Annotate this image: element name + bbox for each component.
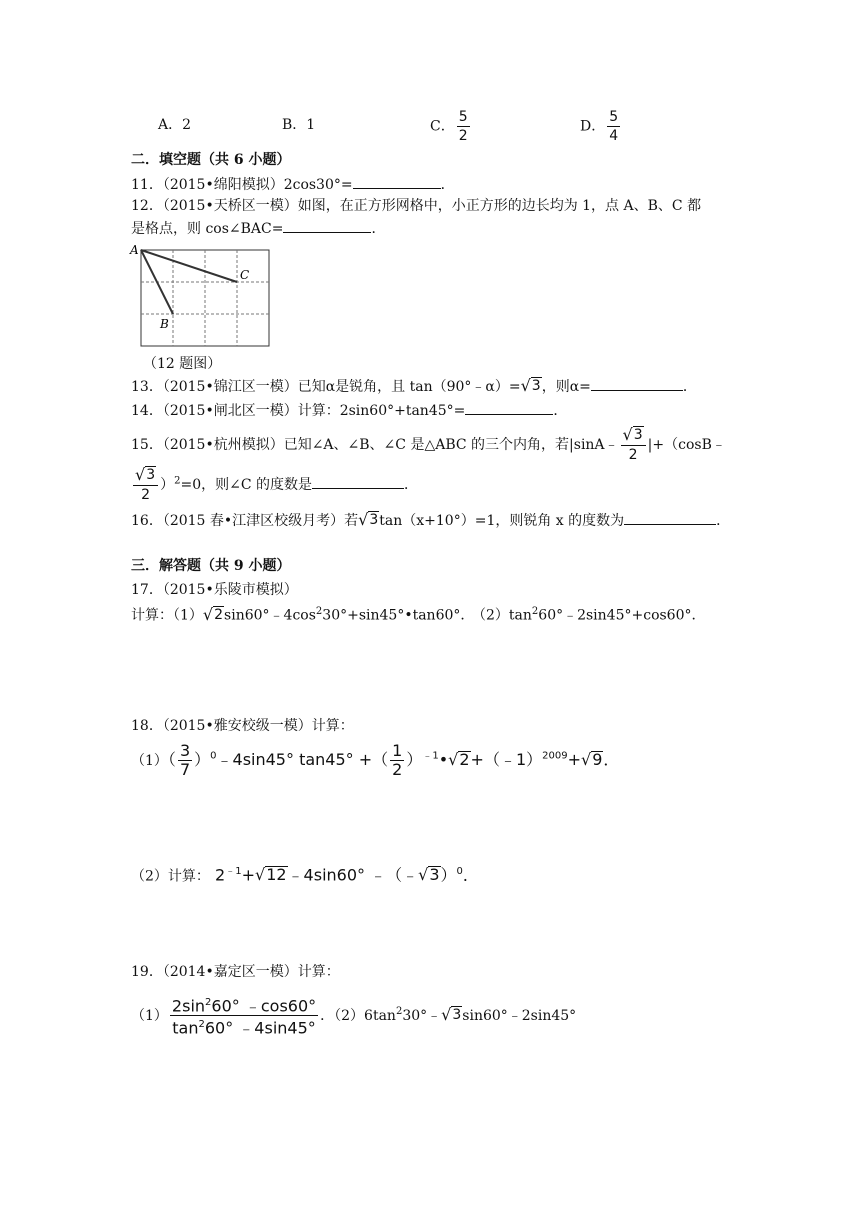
point-a-label: A [130, 243, 139, 257]
answer-blank [624, 510, 716, 525]
q18-p2-label: （2）计算： [131, 868, 210, 885]
figure-caption: （12 题图） [143, 356, 222, 372]
radicand: 2 [459, 750, 470, 769]
section-3-title: 三．解答题（共 9 小题） [131, 558, 291, 574]
q18-end: ． [603, 750, 620, 769]
exponent: ﹣1 [422, 750, 439, 762]
grid-figure [128, 242, 278, 354]
num-a: 2sin [171, 996, 206, 1016]
q14-end: ． [553, 403, 568, 419]
q18-plus: +（﹣1） [470, 750, 543, 769]
choice-c-fraction [457, 108, 470, 145]
q13-text: 13．（2015•锦江区一模）已知α是锐角，且 tan（90°﹣α）= [131, 379, 521, 395]
exponent: 0 [456, 866, 463, 877]
q18-plus2: + [567, 750, 581, 769]
num-b: 60° ﹣cos60° [211, 996, 317, 1016]
q15-post: =0，则∠C 的度数是 [180, 477, 313, 493]
question-11 [131, 174, 455, 195]
choice-c [430, 108, 472, 145]
question-17-head: 17．（2015•乐陵市模拟） [131, 582, 298, 598]
question-14 [131, 400, 567, 421]
exponent: 2 [198, 1019, 205, 1031]
q17-p1-b: 30°+sin45°•tan60°． [322, 607, 475, 624]
q18-p2-mid: ﹣4sin60° ﹣（﹣ [287, 865, 419, 885]
den-b: 60° ﹣4sin45° [204, 1018, 316, 1038]
radicand: 2 [214, 606, 224, 623]
point-b-label: B [160, 317, 169, 331]
frac-num: 5 [609, 109, 619, 125]
radicand: 3 [369, 512, 379, 528]
radicand: 3 [146, 467, 156, 483]
choice-d-fraction [607, 108, 620, 145]
choice-a: A．2 [158, 117, 192, 133]
question-18-head: 18．（2015•雅安校级一模）计算： [131, 718, 354, 734]
q18-p1-label: （1） [131, 753, 168, 769]
plus: + [241, 865, 255, 885]
q19-p1-label: （1） [131, 1007, 168, 1024]
close-paren: ） [440, 865, 457, 885]
exponent: 2009 [542, 750, 568, 762]
sqrt-3: √ 3 [418, 865, 440, 885]
q17-p2-a: （2）tan [472, 607, 532, 624]
q12-end: ． [371, 221, 386, 237]
question-13 [131, 376, 697, 397]
choice-d-label: D． [580, 118, 606, 135]
choice-b: B．1 [282, 117, 316, 133]
exponent: 2 [174, 475, 181, 487]
q17-p1-a: sin60°﹣4cos [224, 607, 316, 624]
radicand: 3 [633, 427, 643, 443]
frac-num: 1 [392, 741, 403, 760]
q11-end: ． [440, 177, 455, 193]
choice-c-label: C． [430, 118, 455, 135]
frac-den: 2 [141, 487, 151, 503]
frac-den: 7 [179, 760, 191, 779]
sqrt-9: √ 9 [581, 750, 603, 769]
section-2-title: 二．填空题（共 6 小题） [131, 152, 291, 168]
exponent: 2 [531, 606, 539, 617]
answer-blank [353, 174, 441, 189]
sqrt-2: √ 2 [448, 750, 470, 769]
q16-post: tan（x+10°）=1，则锐角 x 的度数为 [379, 513, 625, 529]
question-18-part2 [131, 860, 479, 888]
question-17-part2 [472, 602, 706, 626]
q15-end: ． [404, 477, 419, 493]
exponent: 2 [205, 997, 212, 1008]
q19-sep: ．（2）6tan [320, 1007, 396, 1024]
q19-p2-b: sin60°﹣2sin45° [462, 1007, 577, 1024]
question-12-line1: 12．（2015•天桥区一模）如图，在正方形网格中，小正方形的边长均为 1，点 A、B、C 都 [131, 198, 702, 214]
radicand: 9 [592, 750, 603, 769]
frac-den: 2 [628, 447, 638, 463]
q16-end: ． [716, 513, 731, 529]
fraction-sqrt3-over-2: √ 3 2 [621, 426, 646, 464]
question-16 [131, 510, 730, 531]
question-15-line1 [131, 426, 726, 464]
den-a: tan [172, 1018, 199, 1038]
choice-d [580, 108, 622, 145]
q13-end: ． [682, 379, 697, 395]
sqrt-3: √ 3 [441, 1004, 462, 1024]
q19-fraction [170, 994, 318, 1038]
q11-text: 11．（2015•绵阳模拟）2cos30°= [131, 177, 353, 193]
frac-num: 3 [179, 741, 191, 760]
fraction-sqrt3-over-2: √ 3 2 [133, 466, 158, 504]
question-19-head: 19．（2014•嘉定区一模）计算： [131, 964, 340, 980]
question-17-part1 [131, 602, 474, 626]
exponent: 2 [395, 1006, 403, 1018]
radicand: 3 [531, 378, 541, 394]
sqrt-12: √ 12 [254, 865, 287, 885]
frac-den: 2 [458, 128, 468, 144]
q16-text: 16．（2015 春•江津区校级月考）若 [131, 513, 359, 529]
q12-text: 是格点，则 cos∠BAC= [131, 221, 284, 237]
sqrt-3: √ 3 [358, 510, 379, 529]
radicand: 3 [452, 1006, 462, 1023]
q15-text: 15．（2015•杭州模拟）已知∠A、∠B、∠C 是△ABC 的三个内角，若|sinA﹣ [131, 437, 619, 453]
frac-num: 5 [458, 109, 468, 125]
answer-blank [312, 474, 404, 489]
frac-den: 2 [392, 760, 403, 779]
answer-blank [591, 376, 683, 391]
question-12-line2 [131, 218, 385, 239]
q18-p2-end: ． [462, 865, 479, 885]
point-c-label: C [240, 268, 250, 282]
radicand: 3 [429, 865, 440, 885]
answer-blank [283, 218, 371, 233]
q13-post: ，则α= [541, 379, 591, 395]
q15-mid: |+（cosB﹣ [647, 437, 726, 453]
fraction-3-7 [178, 742, 192, 779]
q17-p2-b: 60°﹣2sin45°+cos60°． [538, 607, 706, 624]
answer-blank [465, 400, 553, 415]
radicand: 12 [266, 865, 287, 885]
q14-text: 14．（2015•闸北区一模）计算：2sin60°+tan45°= [131, 403, 466, 419]
exponent: 2 [315, 606, 323, 617]
sqrt-3: √ 3 [520, 376, 541, 395]
exponent: ﹣1 [225, 866, 242, 877]
question-15-line2: √ 3 2 ）$^2$=0，则∠C 的度数是 ． [135, 465, 419, 503]
question-18-part1: （1）（ $\frac{3}{7}$ ）$^0$﹣4sin45° tan45° +（ $\frac{1}{2}$ ）$^{﹣1}$• √ 2 +（﹣1）$^{2009}$+ √ 9 ． [131, 741, 620, 779]
sqrt-2: √ 2 [202, 604, 224, 624]
q19-p2-a: 30°﹣ [402, 1007, 442, 1024]
question-19-part1 [131, 994, 576, 1038]
fraction-1-2 [390, 742, 404, 779]
q18-mid: ﹣4sin45° tan45° +（ [216, 750, 389, 769]
dot: • [438, 750, 449, 769]
base: 2 [215, 865, 226, 885]
q17-p1-label: 计算：（1） [131, 607, 203, 624]
frac-den: 4 [609, 128, 619, 144]
exponent: 0 [210, 750, 217, 762]
